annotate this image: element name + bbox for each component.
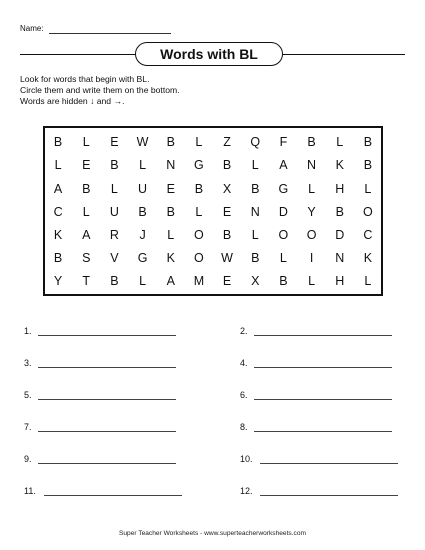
answer-number: 11. xyxy=(24,486,36,496)
grid-letter[interactable]: O xyxy=(306,227,317,242)
grid-letter[interactable]: B xyxy=(251,251,260,266)
grid-letter[interactable]: B xyxy=(279,274,288,289)
grid-letter[interactable]: Z xyxy=(223,135,231,150)
grid-letter[interactable]: B xyxy=(110,158,119,173)
grid-letter[interactable]: N xyxy=(335,251,345,266)
grid-letter[interactable]: X xyxy=(222,181,232,196)
grid-letter[interactable]: L xyxy=(110,181,118,196)
answer-item xyxy=(24,326,194,340)
answer-line[interactable] xyxy=(260,463,398,464)
grid-letter[interactable]: A xyxy=(53,181,63,196)
grid-letter[interactable]: F xyxy=(279,135,288,150)
grid-letter[interactable]: B xyxy=(335,204,344,219)
grid-letter[interactable]: B xyxy=(222,158,232,173)
answer-line[interactable] xyxy=(38,335,176,336)
grid-letter[interactable]: R xyxy=(109,227,119,242)
grid-letter[interactable]: B xyxy=(53,251,63,266)
grid-letter[interactable]: L xyxy=(82,204,90,219)
answer-number: 8. xyxy=(240,422,248,432)
name-label: Name: xyxy=(20,24,44,33)
grid-letter[interactable]: L xyxy=(251,158,259,173)
grid-letter[interactable]: N xyxy=(250,204,260,219)
answer-line[interactable] xyxy=(260,495,398,496)
grid-letter[interactable]: B xyxy=(363,135,373,150)
answer-item xyxy=(24,454,194,468)
grid-letter[interactable]: G xyxy=(278,181,289,196)
grid-letter[interactable]: L xyxy=(308,181,316,196)
grid-letter[interactable]: B xyxy=(166,135,175,150)
grid-letter[interactable]: Y xyxy=(53,274,63,289)
grid-letter[interactable]: U xyxy=(109,204,119,219)
answer-item xyxy=(240,454,410,468)
answer-number: 5. xyxy=(24,390,32,400)
grid-letter[interactable]: K xyxy=(363,251,373,266)
grid-letter[interactable]: H xyxy=(335,274,345,289)
answer-number: 7. xyxy=(24,422,32,432)
grid-letter[interactable]: L xyxy=(364,181,372,196)
answer-number: 4. xyxy=(240,358,248,368)
answer-number: 2. xyxy=(240,326,248,336)
answer-line[interactable] xyxy=(38,399,176,400)
grid-letter[interactable]: K xyxy=(53,227,63,242)
grid-letter[interactable]: B xyxy=(138,204,147,219)
grid-letter[interactable]: T xyxy=(82,274,91,289)
grid-letter[interactable]: A xyxy=(82,227,91,242)
grid-letter[interactable]: Q xyxy=(250,135,261,150)
answer-item xyxy=(240,390,410,404)
answer-line[interactable] xyxy=(38,431,176,432)
page-title: Words with BL xyxy=(135,42,283,66)
answer-number: 12. xyxy=(240,486,253,496)
grid-letter[interactable]: L xyxy=(364,274,372,289)
grid-letter[interactable]: W xyxy=(221,251,233,266)
grid-letter[interactable]: L xyxy=(82,135,90,150)
grid-letter[interactable]: L xyxy=(279,251,287,266)
grid-letter[interactable]: B xyxy=(82,181,91,196)
grid-letter[interactable]: O xyxy=(278,227,289,242)
answer-line[interactable] xyxy=(38,367,176,368)
grid-letter[interactable]: B xyxy=(194,181,204,196)
grid-letter[interactable]: V xyxy=(110,251,119,266)
grid-letter[interactable]: H xyxy=(335,181,345,196)
answer-item xyxy=(240,326,410,340)
instruction-line-1: Look for words that begin with BL. xyxy=(20,74,150,84)
grid-letter[interactable]: C xyxy=(363,227,373,242)
grid-letter[interactable]: B xyxy=(53,135,63,150)
grid-letter[interactable]: B xyxy=(363,158,373,173)
grid-letter[interactable]: L xyxy=(195,135,203,150)
grid-letter[interactable]: E xyxy=(222,274,232,289)
grid-letter[interactable]: L xyxy=(195,204,203,219)
grid-letter[interactable]: B xyxy=(166,204,175,219)
answer-line[interactable] xyxy=(44,495,182,496)
grid-letter[interactable]: E xyxy=(82,158,91,173)
grid-letter[interactable]: G xyxy=(137,251,148,266)
answer-item xyxy=(24,358,194,372)
grid-letter[interactable]: I xyxy=(309,251,314,266)
grid-letter[interactable]: L xyxy=(251,227,259,242)
grid-letter[interactable]: D xyxy=(278,204,288,219)
grid-letter[interactable]: E xyxy=(110,135,119,150)
grid-letter[interactable]: L xyxy=(167,227,175,242)
grid-letter[interactable]: X xyxy=(251,274,260,289)
grid-letter[interactable]: O xyxy=(363,204,373,219)
grid-letter[interactable]: L xyxy=(139,158,147,173)
instruction-line-3: Words are hidden ↓ and →. xyxy=(20,96,125,106)
grid-letter[interactable]: A xyxy=(166,274,175,289)
grid-letter[interactable]: L xyxy=(308,274,316,289)
answer-item xyxy=(24,422,194,436)
answer-line[interactable] xyxy=(254,335,392,336)
answer-number: 1. xyxy=(24,326,32,336)
grid-letter[interactable]: U xyxy=(138,181,148,196)
answer-item xyxy=(24,390,194,404)
answer-number: 3. xyxy=(24,358,32,368)
grid-letter[interactable]: C xyxy=(53,204,63,219)
grid-letter[interactable]: W xyxy=(136,135,149,150)
grid-letter[interactable]: S xyxy=(82,251,91,266)
grid-letter[interactable]: L xyxy=(54,158,62,173)
grid-letter[interactable]: O xyxy=(194,227,204,242)
grid-letter[interactable]: A xyxy=(279,158,288,173)
answer-item xyxy=(240,358,410,372)
answer-item xyxy=(240,486,410,500)
grid-letter[interactable]: L xyxy=(336,135,344,150)
grid-letter[interactable]: O xyxy=(194,251,204,266)
answer-number: 9. xyxy=(24,454,32,464)
grid-letter[interactable]: B xyxy=(110,274,119,289)
grid-letter[interactable]: L xyxy=(139,274,147,289)
grid-letter[interactable]: B xyxy=(251,181,260,196)
grid-letter[interactable]: E xyxy=(166,181,175,196)
grid-letter[interactable]: N xyxy=(166,158,176,173)
grid-letter[interactable]: K xyxy=(166,251,175,266)
answer-line[interactable] xyxy=(254,399,392,400)
grid-letter[interactable]: E xyxy=(222,204,232,219)
grid-letter[interactable]: M xyxy=(193,274,205,289)
answer-number: 10. xyxy=(240,454,253,464)
answer-number: 6. xyxy=(240,390,248,400)
grid-letter[interactable]: J xyxy=(139,227,146,242)
answer-line[interactable] xyxy=(254,431,392,432)
answer-line[interactable] xyxy=(38,463,176,464)
answer-item xyxy=(24,486,194,500)
grid-letter[interactable]: G xyxy=(194,158,204,173)
grid-letter[interactable]: K xyxy=(335,158,344,173)
grid-letter[interactable]: B xyxy=(307,135,316,150)
footer: Super Teacher Worksheets - www.superteacherworksheets.com xyxy=(118,530,307,537)
grid-letter[interactable]: Y xyxy=(307,204,316,219)
answer-line[interactable] xyxy=(254,367,392,368)
grid-letter[interactable]: D xyxy=(335,227,345,242)
answer-item xyxy=(240,422,410,436)
grid-letter[interactable]: B xyxy=(222,227,232,242)
instruction-line-2: Circle them and write them on the bottom. xyxy=(20,85,180,95)
grid-letter[interactable]: N xyxy=(307,158,317,173)
